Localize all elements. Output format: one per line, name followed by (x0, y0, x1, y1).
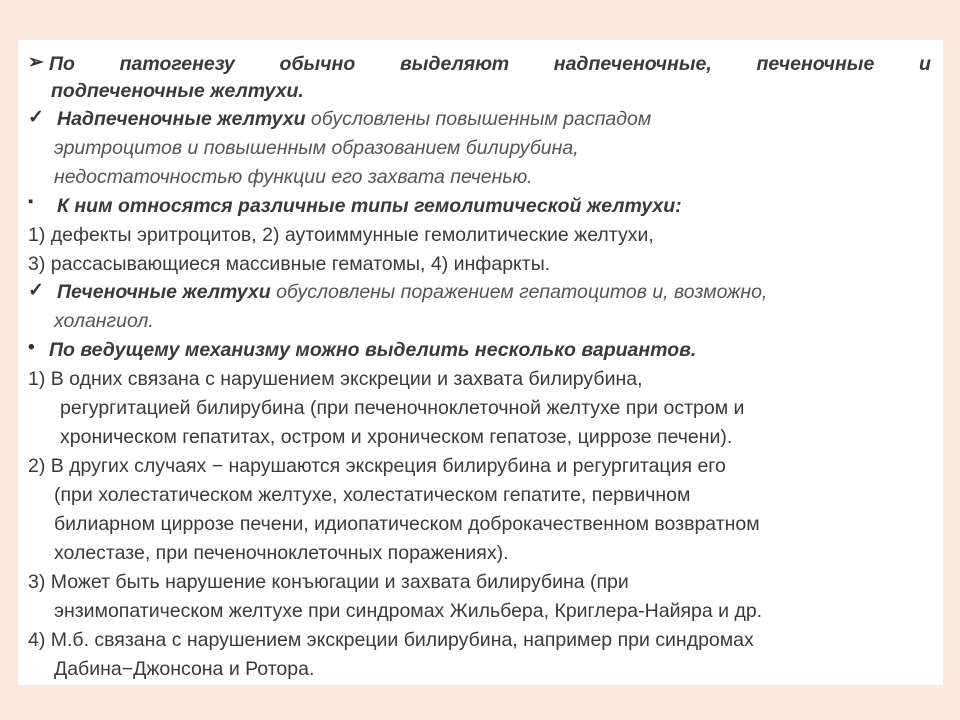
variant-4-line: Дабина−Джонсона и Ротора. (54, 658, 315, 680)
intro-word: выделяют (399, 53, 510, 75)
hepatic-line-1 (57, 278, 767, 306)
hepatic-term: Печеночные желтухи (57, 281, 271, 303)
intro-word: патогенезу (119, 53, 235, 75)
types-line-1: 1) дефекты эритроцитов, 2) аутоиммунные гемолитические желтухи, (28, 224, 654, 246)
prehepatic-line-2: эритроцитов и повышенным образованием билирубина, (54, 137, 579, 159)
intro-word: и (919, 53, 931, 75)
intro-line-1 (49, 50, 931, 78)
prehepatic-text: обусловлены повышенным распадом (305, 108, 652, 130)
intro-word: надпеченочные, (553, 53, 712, 75)
slide-content (18, 40, 943, 685)
prehepatic-line-3: недостаточностью функции его захвата печенью. (54, 166, 533, 188)
hepatic-line-2: холангиол. (54, 310, 154, 332)
intro-word: печеночные (756, 53, 875, 75)
variant-2-line: билиарном циррозе печени, идиопатическом доброкачественном возвратном (54, 513, 760, 535)
intro-word: обычно (279, 53, 356, 75)
intro-line-2: подпеченочные желтухи. (51, 80, 304, 102)
variant-1-line: хроническом гепатитах, остром и хроническом гепатозе, циррозе печени). (60, 426, 733, 448)
dot-bullet-icon: • (28, 337, 35, 358)
variant-3-line: 3) Может быть нарушение конъюгации и захвата билирубина (при (28, 571, 629, 593)
checkmark-bullet-icon: ✓ (28, 107, 44, 128)
prehepatic-line-1 (57, 105, 651, 133)
prehepatic-term: Надпеченочные желтухи (57, 108, 306, 130)
types-heading: К ним относятся различные типы гемолитической желтухи: (57, 195, 682, 217)
variant-2-line: холестазе, при печеночноклеточных поражениях). (54, 542, 509, 564)
hepatic-text: обусловлены поражением гепатоцитов и, возможно, (270, 281, 768, 303)
variant-1-line: 1) В одних связана с нарушением экскреции и захвата билирубина, (28, 368, 643, 390)
variant-2-line: 2) В других случаях − нарушаются экскреция билирубина и регургитация его (28, 455, 726, 477)
types-line-2: 3) рассасывающиеся массивные гематомы, 4) инфаркты. (28, 253, 551, 275)
variant-3-line: энзимопатическом желтухе при синдромах Жильбера, Криглера-Найяра и др. (54, 600, 763, 622)
arrow-bullet-icon: ➢ (28, 52, 44, 73)
checkmark-bullet-icon: ✓ (28, 280, 44, 301)
mechanism-heading: По ведущему механизму можно выделить несколько вариантов. (49, 339, 697, 361)
variant-2-line: (при холестатическом желтухе, холестатическом гепатите, первичном (54, 484, 691, 506)
square-bullet-icon: ▪ (28, 193, 34, 210)
variant-1-line: регургитацией билирубина (при печеночноклеточной желтухе при остром и (60, 397, 745, 419)
variant-4-line: 4) М.б. связана с нарушением экскреции билирубина, например при синдромах (28, 629, 754, 651)
intro-word: По (49, 53, 75, 75)
